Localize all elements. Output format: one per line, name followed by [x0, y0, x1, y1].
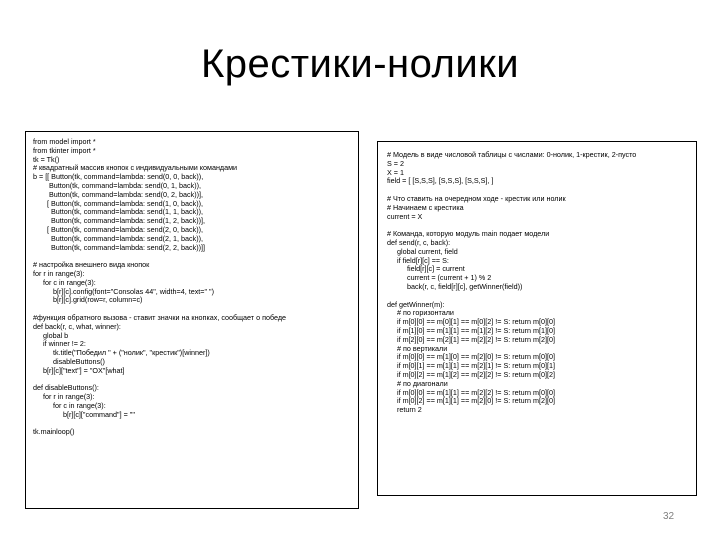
code-line: def send(r, c, back):: [387, 237, 451, 247]
code-line: b[r][c].config(font="Consolas 44", width=4, text=" "): [33, 286, 214, 296]
code-line: field[r][c] = current: [387, 264, 465, 274]
slide-title: Крестики-нолики: [200, 42, 520, 86]
code-line: # Начинаем с крестика: [387, 202, 464, 212]
code-line: if m[0][0] == m[1][0] == m[2][0] != S: return m[0][0]: [387, 352, 555, 362]
code-line: field = [ [S,S,S], [S,S,S], [S,S,S], ]: [387, 176, 494, 186]
code-line: for c in range(3):: [33, 277, 96, 287]
code-line: back(r, c, field[r][c], getWinner(field)): [387, 281, 523, 291]
code-line: tk = Tk(): [33, 154, 60, 164]
code-line: Button(tk, command=lambda: send(0, 2, back))],: [33, 189, 203, 199]
code-line: for c in range(3):: [33, 400, 106, 410]
code-line: X = 1: [387, 167, 404, 177]
code-line: Button(tk, command=lambda: send(1, 1, back)),: [33, 207, 203, 217]
code-line: tk.mainloop(): [33, 427, 75, 437]
code-line: b[r][c]["command"] = "": [33, 409, 135, 419]
code-line: if m[2][0] == m[2][1] == m[2][2] != S: return m[2][0]: [387, 334, 555, 344]
code-line: # Что ставить на очередном ходе - крестик или нолик: [387, 193, 566, 203]
code-line: Button(tk, command=lambda: send(2, 2, back))]]: [33, 242, 205, 252]
code-line: current = X: [387, 211, 423, 221]
code-line: Button(tk, command=lambda: send(1, 2, back))],: [33, 216, 205, 226]
code-line: def back(r, c, what, winner):: [33, 321, 121, 331]
code-line: if m[0][0] == m[0][1] == m[0][2] != S: return m[0][0]: [387, 317, 555, 327]
code-line: global b: [33, 330, 69, 340]
code-line: current = (current + 1) % 2: [387, 273, 492, 283]
code-line: return 2: [387, 405, 422, 415]
code-line: if m[0][2] == m[1][1] == m[2][0] != S: return m[2][0]: [387, 396, 555, 406]
code-line: Button(tk, command=lambda: send(0, 1, back)),: [33, 180, 201, 190]
code-line: tk.title("Победил " + ("нолик", "крестик")[winner]): [33, 348, 210, 358]
code-line: Button(tk, command=lambda: send(2, 1, back)),: [33, 233, 203, 243]
code-line: # Модель в виде числовой таблицы с числами: 0-нолик, 1-крестик, 2-пусто: [387, 150, 637, 159]
code-line: b[r][c]["text"] = "OX"[what]: [33, 365, 125, 375]
code-line: from tkinter import *: [33, 145, 96, 155]
code-line: if m[1][0] == m[1][1] == m[1][2] != S: return m[1][0]: [387, 325, 555, 335]
code-line: if m[0][0] == m[1][1] == m[2][2] != S: return m[0][0]: [387, 387, 555, 397]
code-line: for r in range(3):: [33, 268, 85, 278]
code-line: def getWinner(m):: [387, 299, 445, 309]
code-line: b = [[ Button(tk, command=lambda: send(0, 0, back)),: [33, 172, 204, 182]
code-line: if winner != 2:: [33, 339, 86, 349]
code-line: if m[0][1] == m[1][1] == m[2][1] != S: return m[0][1]: [387, 361, 555, 371]
code-line: # настройка внешнего вида кнопок: [33, 260, 150, 270]
code-line: [33, 420, 358, 429]
code-line: def disableButtons():: [33, 383, 99, 393]
main-module-code-box: [25, 131, 359, 509]
code-line: [ Button(tk, command=lambda: send(2, 0, back)),: [33, 224, 203, 234]
code-line: b[r][c].grid(row=r, column=c): [33, 295, 143, 305]
code-line: [ Button(tk, command=lambda: send(1, 0, back)),: [33, 198, 203, 208]
code-line: # Команда, которую модуль main подает модели: [387, 229, 550, 239]
code-line: if field[r][c] == S:: [387, 255, 449, 265]
code-line: global current, field: [387, 246, 458, 256]
code-line: #функция обратного вызова - ставит значки на кнопках, сообщает о победе: [33, 312, 287, 322]
code-line: # по горизонтали: [387, 308, 454, 318]
code-line: # квадратный массив кнопок с индивидуальными командами: [33, 163, 238, 173]
code-line: from model import *: [33, 137, 96, 146]
model-module-code-box: [377, 141, 697, 496]
code-line: # по вертикали: [387, 343, 448, 353]
page-number: 32: [663, 511, 675, 522]
code-line: S = 2: [387, 158, 404, 168]
code-line: for r in range(3):: [33, 392, 95, 402]
code-line: if m[0][2] == m[1][2] == m[2][2] != S: return m[0][2]: [387, 369, 555, 379]
code-line: # по диагонали: [387, 378, 448, 388]
code-line: disableButtons(): [33, 356, 105, 366]
